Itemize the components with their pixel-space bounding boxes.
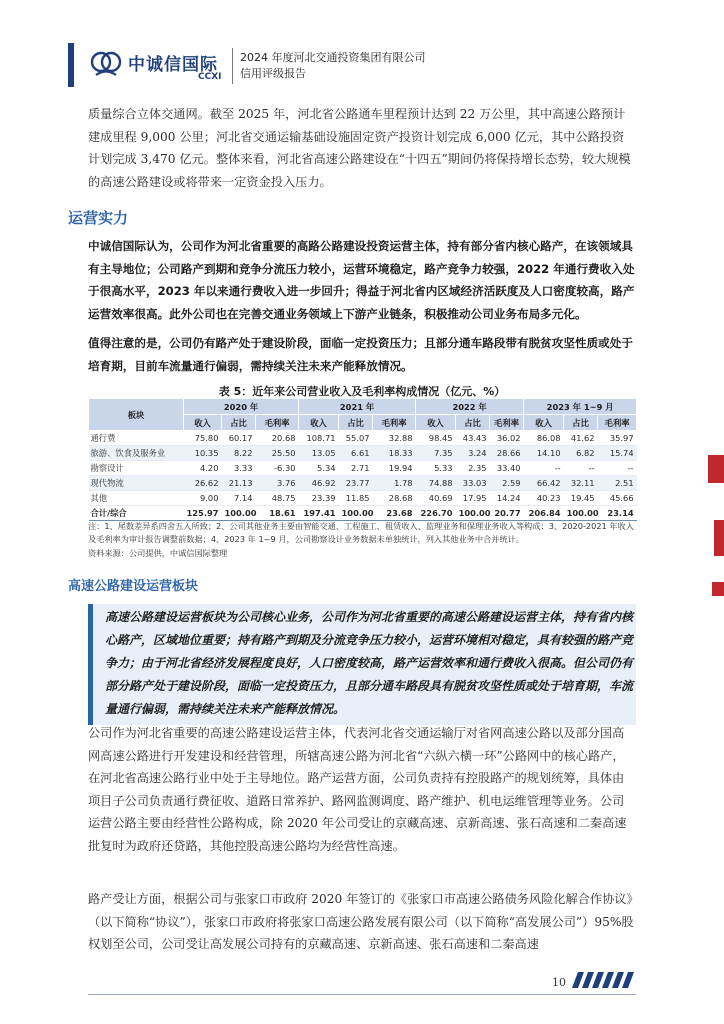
table-row xyxy=(89,446,637,461)
table-cell: 75.80 xyxy=(184,431,222,446)
page-number: 10 xyxy=(552,976,566,989)
revenue-margin-table xyxy=(88,398,637,521)
header-divider xyxy=(232,48,233,84)
table-cell: 108.71 xyxy=(299,431,339,446)
table-cell: 11.85 xyxy=(339,491,373,506)
table-cell: 100.00 xyxy=(222,506,256,521)
table-cell: 15.74 xyxy=(598,446,637,461)
edge-mark xyxy=(712,582,724,596)
table-cell: -6.30 xyxy=(256,461,299,476)
table-cell: 19.94 xyxy=(373,461,416,476)
table-cell: 5.33 xyxy=(416,461,456,476)
report-title xyxy=(240,50,426,82)
table-cell: 35.97 xyxy=(598,431,637,446)
footer-rule xyxy=(88,994,636,995)
footer-stripes-decoration xyxy=(572,972,634,988)
table-cell: 100.00 xyxy=(564,506,598,521)
table-row xyxy=(89,506,637,521)
table-subheader: 收入 xyxy=(299,415,339,431)
ccxi-logo-icon xyxy=(90,48,122,80)
table-cell: 20.77 xyxy=(490,506,524,521)
table-cell: 13.05 xyxy=(299,446,339,461)
table-cell: 23.77 xyxy=(339,476,373,491)
table-row-label: 旅游、饮食及服务业 xyxy=(89,446,184,461)
highway-paragraph-2: 路产受让方面，根据公司与张家口市政府 2020 年签订的《张家口市高速公路债务风险化解合作协议》（以下简称“协议”），张家口市政府将张家口高速公路发展有限公司（以下简称“高发展公司”）95%股权划至公司，公司受让高发展公司持有的京藏高速、京新高速、张石高速和二秦高速 xyxy=(88,892,634,951)
table-cell: 33.40 xyxy=(490,461,524,476)
table-cell: 17.95 xyxy=(456,491,490,506)
section-title-operation: 运营实力 xyxy=(68,209,129,227)
table-cell: 10.35 xyxy=(184,446,222,461)
table-cell: 45.66 xyxy=(598,491,637,506)
table-cell: 3.76 xyxy=(256,476,299,491)
table-body xyxy=(89,431,637,521)
header-accent-bar xyxy=(68,43,74,87)
table-cell: 8.22 xyxy=(222,446,256,461)
table-subheader: 毛利率 xyxy=(490,415,524,431)
table-cell: 18.33 xyxy=(373,446,416,461)
table-row-label: 其他 xyxy=(89,491,184,506)
table-cell: 23.39 xyxy=(299,491,339,506)
table-cell: 125.97 xyxy=(184,506,222,521)
table-source: 资料来源：公司提供，中诚信国际整理 xyxy=(88,548,228,558)
table-cell: 86.08 xyxy=(524,431,564,446)
table-cell: 55.07 xyxy=(339,431,373,446)
table-cell: 20.68 xyxy=(256,431,299,446)
table-cell: 100.00 xyxy=(456,506,490,521)
table-row xyxy=(89,431,637,446)
table-cell: 43.43 xyxy=(456,431,490,446)
table-cell: 7.35 xyxy=(416,446,456,461)
table-subheader: 占比 xyxy=(564,415,598,431)
table-cell: 36.02 xyxy=(490,431,524,446)
highway-highlight-box xyxy=(88,604,636,725)
highway-highlight-text: 高速公路建设运营板块为公司核心业务，公司作为河北省重要的高速公路建设运营主体，持有省内核心路产，区域地位重要；持有路产到期及分流竞争压力较小，运营环境相对稳定，具有较强的路产竞争力；由于河北省经济发展程度良好，人口密度较高，路产运营效率和通行费收入很高。但公司仍有部分路产处于建设阶段，面临一定投资压力，且部分通车路段具有脱贫攻坚性质或处于培育期，车流量通行偏弱，需持续关注未来产能释放情况。 xyxy=(105,610,634,716)
table-cell: 23.14 xyxy=(598,506,637,521)
table-cell: 226.70 xyxy=(416,506,456,521)
table-cell: 66.42 xyxy=(524,476,564,491)
table-cell: 48.75 xyxy=(256,491,299,506)
table-cell: 1.78 xyxy=(373,476,416,491)
table-cell: 46.92 xyxy=(299,476,339,491)
table-row xyxy=(89,491,637,506)
table-cell: 3.24 xyxy=(456,446,490,461)
table-cell: -- xyxy=(524,461,564,476)
table-row-label: 现代物流 xyxy=(89,476,184,491)
highway-paragraph-1: 公司作为河北省重要的高速公路建设运营主体，代表河北省交通运输厅对省网高速公路以及部分国高网高速公路进行开发建设和经营管理，所辖高速公路为河北省“六纵六横一环”公路网中的核心路产，在河北省高速公路行业中处于主导地位。路产运营方面，公司负责持有控股路产的规划统筹，具体由项目子公司负责通行费征收、道路日常养护、路网监测调度、路产维护、机电运维管理等业务。公司运营公路主要由经营性公路构成，除 2020 年公司受让的京藏高速、京新高速、张石高速和二秦高速批复时为政府还贷路，其他控股高速公路均为经营性高速。 xyxy=(88,726,627,853)
table-cell: 32.11 xyxy=(564,476,598,491)
table-subheader: 收入 xyxy=(184,415,222,431)
table-cell: 28.68 xyxy=(373,491,416,506)
report-title-line2: 信用评级报告 xyxy=(240,67,306,80)
table-cell: 25.50 xyxy=(256,446,299,461)
table-cell: 19.45 xyxy=(564,491,598,506)
table-cell: 6.61 xyxy=(339,446,373,461)
table-header-board: 板块 xyxy=(89,399,184,431)
table-cell: 28.66 xyxy=(490,446,524,461)
table-cell: 23.68 xyxy=(373,506,416,521)
table-cell: 40.69 xyxy=(416,491,456,506)
intro-paragraph: 质量综合立体交通网。截至 2025 年，河北省公路通车里程预计达到 22 万公里，其中高速公路预计建成里程 9,000 公里；河北省交通运输基础设施固定资产投资计划完成 6,000 亿元，其中公路投资计划完成 3,470 亿元。整体来看，河北省高速公路建设在“十四五”期间仍将保持增长态势，较大规模的高速公路建设或将带来一定资金投入压力。 xyxy=(88,107,631,189)
table-cell: 2.51 xyxy=(598,476,637,491)
table-cell: 100.00 xyxy=(339,506,373,521)
table-cell: 60.17 xyxy=(222,431,256,446)
table-cell: 41.62 xyxy=(564,431,598,446)
table-subheader: 毛利率 xyxy=(256,415,299,431)
report-title-line1: 2024 年度河北交通投资集团有限公司 xyxy=(240,51,426,64)
table-title: 表 5：近年来公司营业收入及毛利率构成情况（亿元、%） xyxy=(218,385,506,398)
table-cell: 206.84 xyxy=(524,506,564,521)
operation-concern: 值得注意的是，公司仍有路产处于建设阶段，面临一定投资压力；且部分通车路段带有脱贫攻坚性质或处于培育期，目前车流量通行偏弱，需持续关注未来产能释放情况。 xyxy=(88,336,633,373)
table-header-year: 2023 年 1~9 月 xyxy=(524,399,637,415)
table-note: 注：1、尾数差异系四舍五入所致；2、公司其他业务主要由智能交通、工程施工、租赁收入、监理业务和保理业务收入等构成；3、2020-2021 年收入及毛利率为审计报告调整前数据；4、2023 年 1~9 月，公司勘察设计业务数据未单独统计，列入其他业务中合并统计。 xyxy=(88,521,634,544)
table-cell: -- xyxy=(598,461,637,476)
ccxi-logo xyxy=(90,48,230,86)
table-subheader: 毛利率 xyxy=(373,415,416,431)
table-cell: 18.61 xyxy=(256,506,299,521)
table-cell: 9.00 xyxy=(184,491,222,506)
table-cell: 4.20 xyxy=(184,461,222,476)
table-header-year: 2021 年 xyxy=(299,399,416,415)
table-subheader: 占比 xyxy=(339,415,373,431)
table-row xyxy=(89,461,637,476)
table-row-label: 勘察设计 xyxy=(89,461,184,476)
table-cell: -- xyxy=(564,461,598,476)
table-cell: 7.14 xyxy=(222,491,256,506)
logo-english-name: CCXI xyxy=(198,72,222,82)
table-subheader: 占比 xyxy=(222,415,256,431)
table-row-label: 合计/综合 xyxy=(89,506,184,521)
table-subheader: 收入 xyxy=(416,415,456,431)
table-cell: 14.10 xyxy=(524,446,564,461)
table-header-year: 2022 年 xyxy=(416,399,524,415)
operation-summary: 中诚信国际认为，公司作为河北省重要的高路公路建设投资运营主体，持有部分省内核心路产，在该领域具有主导地位；公司路产到期和竞争分流压力较小，运营环境稳定，路产竞争力较强，2022 年通行费收入处于很高水平，2023 年以来通行费收入进一步回升；得益于河北省内区域经济活跃度及人口密度较高，路产运营效率很高。此外公司也在完善交通业务领域上下游产业链条，积极推动公司业务布局多元化。 xyxy=(88,239,635,321)
table-row-label: 通行费 xyxy=(89,431,184,446)
table-cell: 74.88 xyxy=(416,476,456,491)
table-cell: 2.71 xyxy=(339,461,373,476)
table-cell: 32.88 xyxy=(373,431,416,446)
table-cell: 98.45 xyxy=(416,431,456,446)
section-title-highway: 高速公路建设运营板块 xyxy=(68,579,199,594)
table-cell: 14.24 xyxy=(490,491,524,506)
table-cell: 6.82 xyxy=(564,446,598,461)
table-cell: 26.62 xyxy=(184,476,222,491)
table-cell: 21.13 xyxy=(222,476,256,491)
table-subheader: 毛利率 xyxy=(598,415,637,431)
table-cell: 197.41 xyxy=(299,506,339,521)
logo-chinese-name: 中诚信国际 xyxy=(128,55,218,75)
table-subheader: 收入 xyxy=(524,415,564,431)
table-cell: 40.23 xyxy=(524,491,564,506)
table-cell: 33.03 xyxy=(456,476,490,491)
edge-mark xyxy=(714,520,724,556)
table-subheader: 占比 xyxy=(456,415,490,431)
table-cell: 2.59 xyxy=(490,476,524,491)
table-cell: 5.34 xyxy=(299,461,339,476)
table-header-year: 2020 年 xyxy=(184,399,299,415)
edge-mark xyxy=(708,455,724,483)
table-cell: 3.33 xyxy=(222,461,256,476)
table-row xyxy=(89,476,637,491)
table-cell: 2.35 xyxy=(456,461,490,476)
